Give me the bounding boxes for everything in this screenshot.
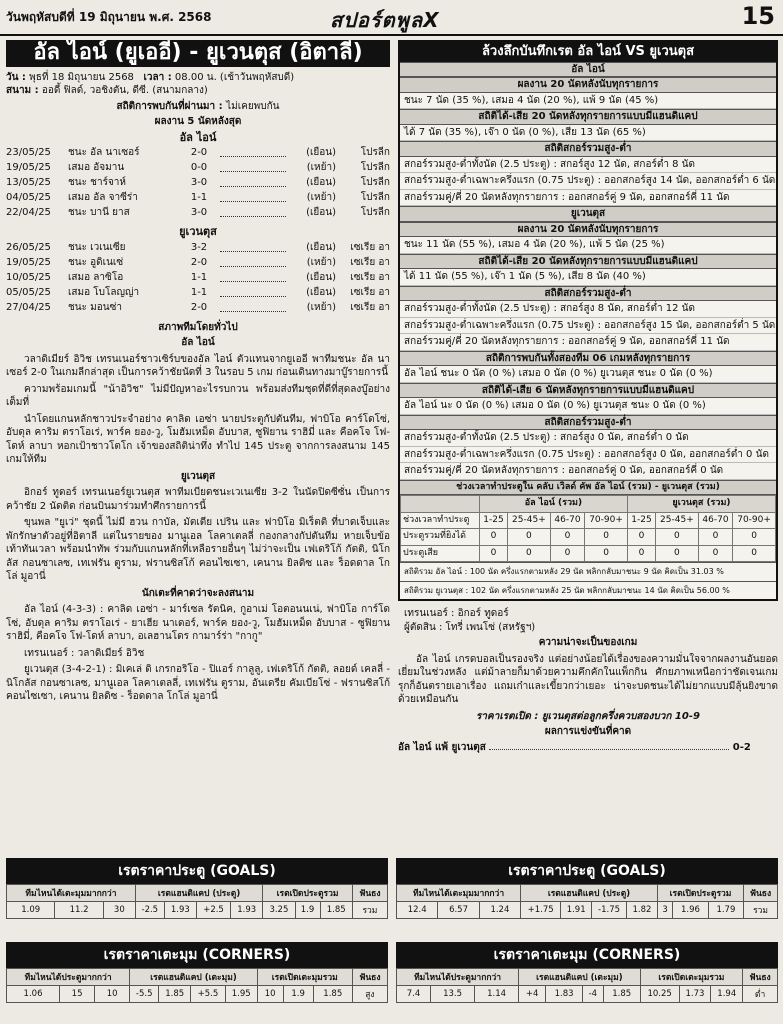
match-meta [6,71,390,85]
stat-line: อัล ไอน์ ชนะ 0 นัด (0 %) เสมอ 0 นัด (0 %) ยูเวนตุส ชนะ 0 นัด (0 %) [400,366,776,383]
lineup-team-b: ยูเวนตุส (3-4-2-1) : มิเคเล่ ดิ เกรกอริโอ - ปิแอร์ กาลูลู, เฟเดริโก้ กัตติ, ลอยด์ เคลลี่ - นิโกลัส กอนซาเลซ, มานูเอล โลคาเตลลี่, เทเฟรัน ตูราม, อันเดรีย คัมเบียโซ่ - ฟรานซิสโก้ คอนไซเซา, เคนาน ยิลดิซ - ร็อดดาล โกโล่ มูอานี่ [6,664,390,702]
odds-head: ทีมไหนได้ประตูมากกว่า [397,969,519,986]
odds-value: สูง [352,986,387,1003]
odds-head: เรตเปิดประตูรวม [263,885,353,902]
time-value: 08.00 น. (เช้าวันพฤหัสบดี) [174,71,295,83]
result-venue: (เยือน) [306,241,336,253]
probability-text: อัล ไอน์ เกรดบอลเป็นรองจริง แต่อย่างน้อยได้เรื่องของความมั่นใจจากผลงานอันยอดเยี่ยมในช่วงหลัง แต่ม้าลายก็มาด้วยความคึกคักในแพ็กกิน ศักยภาพเหนือกว่าชัดเจนเกมรุกก็อันตรายเอาเรื่อง แถมเก๋าและเขี้ยวกว่าเยอะ น่าจะบดชนะได้ไม่ยากแบบมีลุ้นยิงขาดด้วยเหมือนกัน [398,653,778,705]
stat-line: สกอร์รวมสูง-ต่ำเฉพาะครึ่งแรก (0.75 ประตู) : ออกสกอร์สูง 14 นัด, ออกสกอร์ต่ำ 6 นัด [400,173,776,190]
team-b-results [6,241,390,316]
venue-line [6,84,390,98]
table-head-a: อัล ไอน์ (รวม) [479,496,627,513]
odds-value: 1.83 [546,986,583,1003]
stat-line: สกอร์รวมสูง-ต่ำเฉพาะครึ่งแรก (0.75 ประตู) : ออกสกอร์สูง 15 นัด, ออกสกอร์ต่ำ 5 นัด [400,318,776,335]
stats-title: ล้วงลึกบันทึกเรต อัล ไอน์ VS ยูเวนตุส [400,42,776,62]
date-value: พุธที่ 18 มิถุนายน 2568 [29,71,134,83]
dot-leader [220,256,286,267]
odds-value: 1.95 [225,986,257,1003]
result-date: 19/05/25 [6,256,51,268]
stat-line: ได้ 11 นัด (55 %), เจ๊า 1 นัด (5 %), เสีย 8 นัด (40 %) [400,269,776,286]
stat-line: สกอร์รวมคู่/คี่ 20 นัดหลังทุกรายการ : ออกสกอร์คู่ 9 นัด, ออกสกอร์คี่ 11 นัด [400,334,776,351]
odds-value: 10.25 [640,986,679,1003]
venue-label: สนาม : [6,85,39,96]
odds-value: 1.82 [626,902,657,919]
odds-value: -1.75 [592,902,627,919]
band-form: ผลงาน 20 นัดหลังนับทุกรายการ [400,222,776,238]
result-score: 2-0 [190,147,208,158]
row-label: ประตูรวมที่ยิงได้ [401,529,480,546]
odds-head: ฟันธง [743,969,778,986]
h2h-value: ไม่เคยพบกัน [226,100,280,112]
odds-value: +5.5 [191,986,225,1003]
stat-line: สกอร์รวมสูง-ต่ำทั้งนัด (2.5 ประตู) : สกอร์สูง 8 นัด, สกอร์ต่ำ 12 นัด [400,301,776,318]
odds-head: ทีมไหนได้ประตูมากกว่า [7,969,130,986]
corners-odds-left [6,942,388,1003]
odds-value: 1.85 [320,902,352,919]
result-league: เซเรีย อา [350,286,390,298]
time-cell: 1-25 [627,512,655,529]
result-league: เซเรีย อา [350,241,390,253]
band-hdp: สถิติได้-เสีย 20 นัดหลังทุกรายการแบบมีแฮนดิแคป [400,254,776,270]
odds-value: 1.94 [711,986,743,1003]
coach-team-a: เทรนเนอร์ : วลาดิเมียร์ อิวิช [24,647,145,659]
time-cell: 70-90+ [585,512,628,529]
odds-head: เรตเปิดเตะมุมรวม [257,969,352,986]
result-opponent: ชนะ ชาร์จาห์ [68,177,127,188]
dot-leader [220,271,286,282]
coach-team-b: เทรนเนอร์ : อิกอร์ ทูดอร์ [404,608,509,619]
odds-value: -2.5 [135,902,164,919]
odds-value: 1.96 [673,902,708,919]
result-row [6,301,390,316]
result-date: 10/05/25 [6,271,51,283]
dot-leader [220,206,286,217]
dot-leader [220,176,286,187]
odds-head: เรตเปิดประตูรวม [657,885,743,902]
stat-line: สกอร์รวมคู่/คี่ 20 นัดหลังทุกรายการ : ออกสกอร์คู่ 0 นัด, ออกสกอร์คี่ 0 นัด [400,463,776,480]
open-rate: ราคาเรตเปิด : ยูเวนตุสต่อลูกครึ่งควบสองบวก 10-9 [476,710,700,722]
odds-value: 1.85 [159,986,191,1003]
odds-value: 1.09 [7,902,55,919]
odds-head: ทีมไหนได้เตะมุมมากกว่า [7,885,136,902]
odds-value: 10 [95,986,130,1003]
h2h-line [6,100,390,114]
odds-section [6,858,778,1018]
odds-value: 10 [257,986,283,1003]
odds-value: 1.14 [475,986,519,1003]
overview-title: สภาพทีมโดยทั่วไป [158,321,238,333]
result-date: 05/05/25 [6,286,51,298]
odds-value: 3 [657,902,672,919]
stat-line: สกอร์รวมสูง-ต่ำทั้งนัด (2.5 ประตู) : สกอร์สูง 12 นัด, สกอร์ต่ำ 8 นัด [400,157,776,174]
goal-time-table [400,495,776,562]
time-cell: 46-70 [550,512,584,529]
time-cell: 0 [550,545,584,562]
stats-column [398,40,778,848]
corners-odds-title: เรตราคาเตะมุม (CORNERS) [396,942,778,968]
odds-value: 1.9 [295,902,320,919]
stat-line: ชนะ 7 นัด (35 %), เสมอ 4 นัด (20 %), แพ้ 9 นัด (45 %) [400,93,776,110]
odds-value: 1.06 [7,986,60,1003]
odds-table [6,968,388,1003]
time-cell: 0 [479,529,507,546]
band-goal-time: ช่วงเวลาทำประตูใน คลับ เวิลด์ คัพ อัล ไอน์ (รวม) - ยูเวนตุส (รวม) [400,480,776,496]
result-venue: (เยือน) [306,286,336,298]
odds-value: +2.5 [196,902,230,919]
time-cell: 0 [733,545,776,562]
result-score: 3-0 [190,207,208,218]
result-league: โปรลีก [360,147,390,158]
result-date: 27/04/25 [6,301,51,313]
odds-value: รวม [744,902,778,919]
result-league: โปรลีก [360,207,390,218]
result-score: 3-2 [190,241,208,253]
dot-leader [220,191,286,202]
odds-value: รวม [352,902,387,919]
table-row [401,545,776,562]
page-header [0,0,783,36]
dot-leader [220,241,286,252]
result-league: โปรลีก [360,162,390,173]
odds-value: 1.73 [679,986,711,1003]
time-cell: 0 [627,545,655,562]
result-opponent: ชนะ อูดิเนเซ่ [68,256,124,268]
result-league: เซเรีย อา [350,271,390,283]
result-league: โปรลีก [360,177,390,188]
dot-leader [220,146,286,157]
odds-value: 1.9 [283,986,313,1003]
time-cell: 0 [698,545,732,562]
time-cell: 0 [508,545,551,562]
odds-value: +1.75 [521,902,561,919]
result-score: 1-1 [190,192,208,203]
time-cell: 0 [585,529,628,546]
result-score: 2-0 [190,301,208,313]
result-score: 2-0 [190,256,208,268]
odds-values-row [397,986,778,1003]
date-label: วัน : [6,71,26,83]
band-form: ผลงาน 20 นัดหลังนับทุกรายการ [400,77,776,93]
result-venue: (เยือน) [306,271,336,283]
band-ou: สถิติสกอร์รวมสูง-ต่ำ [400,286,776,302]
odds-head: เรตแฮนดิแคป (เตะมุม) [130,969,257,986]
odds-value: 30 [103,902,135,919]
odds-value: 13.5 [431,986,475,1003]
prediction-line [398,741,778,755]
result-date: 19/05/25 [6,162,51,173]
odds-values-row [7,902,388,919]
result-league: เซเรีย อา [350,301,390,313]
time-cell: 0 [550,529,584,546]
time-cell: 25-45+ [656,512,699,529]
odds-value: +4 [519,986,546,1003]
team-a-heading: อัล ไอน์ [179,130,217,144]
time-cell: 70-90+ [733,512,776,529]
table-corner [401,496,480,513]
odds-value: 1.85 [603,986,640,1003]
time-cell: 0 [656,529,699,546]
goals-odds-right [396,858,778,919]
stat-line: ชนะ 11 นัด (55 %), เสมอ 4 นัด (20 %), แพ้ 5 นัด (25 %) [400,237,776,254]
summary-team-b: สถิติรวม ยูเวนตุส : 102 นัด ครึ่งแรกตามหลัง 25 นัด พลิกกลับมาชนะ 14 นัด คิดเป็น 56.00 % [400,581,776,600]
odds-head: เรตเปิดเตะมุมรวม [640,969,743,986]
odds-value: 12.4 [397,902,438,919]
overview-team-a: อัล ไอน์ [181,337,215,348]
result-opponent: ชนะ บานี่ ยาส [68,207,130,218]
odds-value: 1.93 [164,902,196,919]
goals-odds-left [6,858,388,919]
band-ou: สถิติสกอร์รวมสูง-ต่ำ [400,415,776,431]
band-h2h: สถิติการพบกันทั้งสองทีม 06 เกมหลังทุกรายการ [400,351,776,367]
time-cell: 0 [508,529,551,546]
result-score: 1-1 [190,286,208,298]
result-date: 13/05/25 [6,177,51,188]
team-b-heading: ยูเวนตุส [179,225,217,238]
result-row [6,241,390,256]
odds-head: ฟันธง [352,969,387,986]
result-row [6,286,390,301]
prediction-text: อัล ไอน์ แพ้ ยูเวนตุส [398,741,486,753]
stat-line: ได้ 7 นัด (35 %), เจ๊า 0 นัด (0 %), เสีย 13 นัด (65 %) [400,125,776,142]
prediction-score: 0-2 [732,741,751,753]
team-a-results [6,146,390,221]
odds-value: 1.79 [708,902,743,919]
result-venue: (เหย้า) [306,256,336,268]
summary-team-a: สถิติรวม อัล ไอน์ : 100 นัด ครึ่งแรกตามหลัง 29 นัด พลิกกลับมาชนะ 9 นัด คิดเป็น 31.03 % [400,562,776,581]
odds-value: 11.2 [55,902,103,919]
result-opponent: เสมอ อัล จาซีร่า [68,192,138,203]
result-date: 22/04/25 [6,207,51,218]
last5-title: ผลงาน 5 นัดหลังสุด [154,116,242,127]
table-head-b: ยูเวนตุส (รวม) [627,496,775,513]
match-preview-column [6,40,390,848]
odds-value: 6.57 [438,902,479,919]
stats-team-a-name: อัล ไอน์ [400,62,776,78]
band-ou: สถิติสกอร์รวมสูง-ต่ำ [400,141,776,157]
dot-leader [220,301,286,312]
odds-value: 1.93 [231,902,263,919]
corners-odds-title: เรตราคาเตะมุม (CORNERS) [6,942,388,968]
odds-table [396,968,778,1003]
time-label: เวลา : [143,71,172,83]
stats-box [398,40,778,601]
odds-value: ต่ำ [743,986,778,1003]
odds-table [396,884,778,919]
time-cell: 25-45+ [508,512,551,529]
result-venue: (เยือน) [306,147,336,158]
result-opponent: เสมอ โบโลญญ่า [68,286,140,298]
odds-values-row [7,986,388,1003]
odds-head: เรตแฮนดิแคป (เตะมุม) [519,969,641,986]
result-opponent: เสมอ อัจมาน [68,162,125,173]
result-league: โปรลีก [360,192,390,203]
publication-logo: สปอร์ตพูลX [330,8,440,32]
time-cell: 0 [656,545,699,562]
result-row [6,256,390,271]
row-label: ช่วงเวลาทำประตู [401,512,480,529]
result-date: 04/05/25 [6,192,51,203]
odds-head: ฟันธง [352,885,387,902]
table-row [401,529,776,546]
result-row [6,271,390,286]
row-label: ประตูเสีย [401,545,480,562]
result-row [6,161,390,176]
result-venue: (เหย้า) [306,301,336,313]
odds-value: 15 [60,986,95,1003]
overview-a-paragraph: นำโดยแกนหลักชาวประจำอย่าง คาลิด เอซ่า นายประตูกัปตันทีม, ฟาบิโอ คาร์โดโซ่, อับดุล คาริม ตราโอเร่, พาร์ค ยอง-วู, โมฮัมเหม็ด อับบาส, ซูฟิยาน ราฮิมี่ และ คือคโจ โฟ-โดห์ ลาบา หอกเป้าชาวโตโก เจ้าของสถิติน่าทึ่ง ทำไป 145 ประตู จากการลงสนาม 145 เกมให้ทีม [6,413,390,465]
stat-line: สกอร์รวมสูง-ต่ำเฉพาะครึ่งแรก (0.75 ประตู) : ออกสกอร์สูง 0 นัด, ออกสกอร์ต่ำ 0 นัด [400,447,776,464]
odds-value: 1.91 [561,902,592,919]
odds-table [6,884,388,919]
odds-value: 1.85 [313,986,352,1003]
time-cell: 1-25 [479,512,507,529]
goals-odds-title: เรตราคาประตู (GOALS) [396,858,778,884]
referee: ผู้ตัดสิน : โทรี่ เพนโซ่ (สหรัฐฯ) [404,621,536,633]
goals-odds-title: เรตราคาประตู (GOALS) [6,858,388,884]
time-cell: 0 [585,545,628,562]
result-opponent: ชนะ เวเนเซีย [68,241,126,253]
page-number: 15 [741,2,775,30]
result-score: 3-0 [190,177,208,188]
dot-leader [220,286,286,297]
result-venue: (เยือน) [306,177,336,188]
odds-value: -4 [582,986,603,1003]
stat-line: อัล ไอน์ นะ 0 นัด (0 %) เสมอ 0 นัด (0 %) ยูเวนตุส ชนะ 0 นัด (0 %) [400,398,776,415]
dot-leader [220,161,286,172]
overview-b-paragraph: อิกอร์ ทูดอร์ เทรนเนอร์ยูเวนตุส พาทีมเบียดชนะเวเนเซีย 3-2 ในนัดปิดซีซั่น เป็นการคว้าชัย 2 นัดติด ก่อนบินมาร่วมทำศึกรายการนี้ [6,487,390,512]
time-cell: 0 [479,545,507,562]
odds-head: ฟันธง [744,885,778,902]
result-date: 26/05/25 [6,241,51,253]
prediction-title: ผลการแข่งขันที่คาด [544,726,632,737]
result-league: เซเรีย อา [350,256,390,268]
result-opponent: เสมอ ลาซิโอ [68,271,124,283]
lineup-team-a: อัล ไอน์ (4-3-3) : คาลิด เอซ่า - มาร์เซล รัตนิค, กูอาเม่ โอตอนนเน่, ฟาบิโอ การ์โดโซ่, อับดุล คาริม ตราโอเร่ - ยาเฮีย นาเดอร์, พาร์ค ยอง-วู, โมฮัมเหม็ด อับบาส - ซูฟิยาน ราฮิมี่, คือคโจ โฟ-โดห์ ลาบา, อเลฮานโดร กามาร์ร่า "กากู" [6,604,390,642]
stats-team-b-name: ยูเวนตุส [400,206,776,222]
odds-head: ทีมไหนได้เตะมุมมากกว่า [397,885,521,902]
venue-value: ออดี้ ฟิลด์, วอชิงตัน, ดีซี. (สนามกลาง) [41,85,208,96]
table-row [401,512,776,529]
odds-head: เรตแฮนดิแคป (ประตู) [521,885,658,902]
time-cell: 0 [627,529,655,546]
odds-value: 3.25 [263,902,295,919]
h2h-label: สถิติการพบกันที่ผ่านมา : [116,100,223,112]
odds-value: 7.4 [397,986,431,1003]
result-score: 1-1 [190,271,208,283]
odds-values-row [397,902,778,919]
overview-team-b: ยูเวนตุส [180,470,216,482]
dot-leader [489,749,729,750]
result-row [6,206,390,221]
result-row [6,146,390,161]
issue-date: วันพฤหัสบดีที่ 19 มิถุนายน พ.ศ. 2568 [6,10,212,24]
odds-head: เรตแฮนดิแคป (ประตู) [135,885,262,902]
stat-line: สกอร์รวมสูง-ต่ำทั้งนัด (2.5 ประตู) : สกอร์สูง 0 นัด, สกอร์ต่ำ 0 นัด [400,430,776,447]
result-score: 0-0 [190,162,208,173]
odds-value: 1.24 [479,902,520,919]
lineups-title: นักเตะที่คาดว่าจะลงสนาม [141,587,255,599]
overview-a-paragraph: วลาดิเมียร์ อิวิช เทรนเนอร์ชาวเซิร์บของอัล ไอน์ ตัวแทนจากยูเออี พาทีมชนะ อัล นาเซอร์ 2-0 ในเกมลีกล่าสุด เป็นการคว้าชัยนัดที่ 3 ในรอบ 5 เกม ก่อนเดินทางมาบู๊รายการนี้ [6,353,390,378]
result-venue: (เหย้า) [306,162,336,173]
result-row [6,176,390,191]
time-cell: 0 [733,529,776,546]
corners-odds-right [396,942,778,1003]
result-venue: (เหย้า) [306,192,336,203]
time-cell: 46-70 [698,512,732,529]
time-cell: 0 [698,529,732,546]
match-title: อัล ไอน์ (ยูเออี) - ยูเวนตุส (อิตาลี) [6,40,390,67]
result-opponent: ชนะ อัล นาเซอร์ [68,147,140,158]
result-opponent: ชนะ มอนซ่า [68,301,123,313]
band-h2h-hdp: สถิติได้-เสีย 6 นัดหลังทุกรายการแบบมีแฮนดิแคป [400,383,776,399]
overview-a-paragraph: ความพร้อมเกมนี้ "น้าอิวิช" ไม่มีปัญหาอะไรรบกวน พร้อมส่งทีมชุดที่ดีที่สุดลงบู๊อย่างเต็มที่ [6,383,390,408]
overview-b-paragraph: ขุนพล "ยูเว่" ชุดนี้ ไม่มี ฮวน กาบัล, มัตเตีย เปริน และ ฟาบิโอ มิเร็ตติ ที่บาดเจ็บและพักรักษาตัวอยู่ที่อิตาลี แต่ในรายของ มานูเอล โลคาเตลลี่ กองกลางกัปตันทีม หายเจ็บข้อเท้าทันเวลา พร้อมนำทัพ ร่วมกับแกนหลักที่เหลือรายอื่นๆ ไม่ว่าจะเป็น เฟเดริโก้ กัตติ, นิโกลัส กอนซาเลซ, เทเฟรัน ตูราม, ฟรานซิสโก้ คอนไซเซา, เคนาน ยิลดิซ และ ร็อดดาล โกโล่ มูอานี่ [6,517,390,582]
odds-value: -5.5 [130,986,159,1003]
result-date: 23/05/25 [6,147,51,158]
stat-line: สกอร์รวมคู่/คี่ 20 นัดหลังทุกรายการ : ออกสกอร์คู่ 9 นัด, ออกสกอร์คี่ 11 นัด [400,190,776,207]
band-hdp: สถิติได้-เสีย 20 นัดหลังทุกรายการแบบมีแฮนดิแคป [400,109,776,125]
result-row [6,191,390,206]
result-venue: (เยือน) [306,207,336,218]
probability-title: ความน่าจะเป็นของเกม [538,637,638,648]
